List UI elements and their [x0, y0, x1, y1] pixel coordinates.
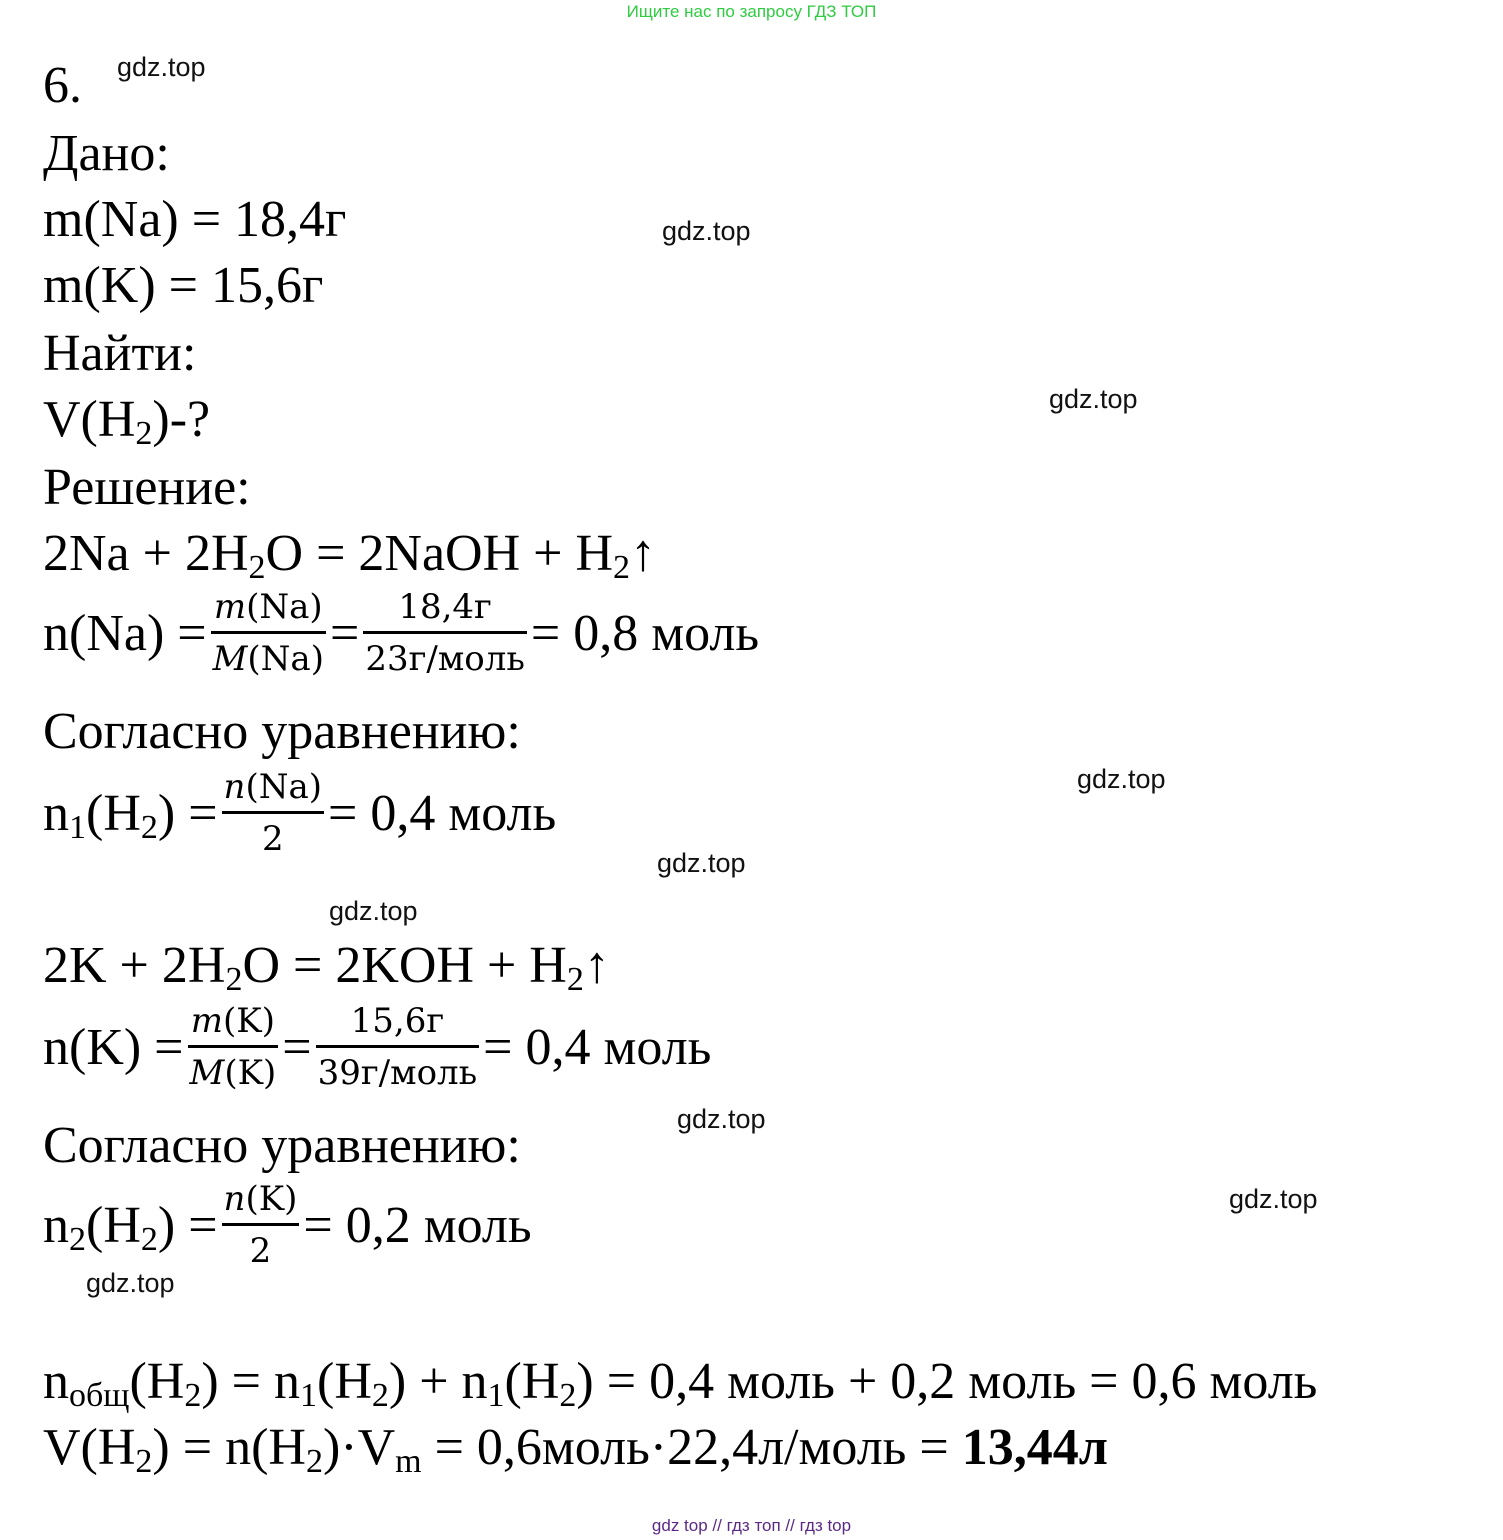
fraction-values: $\frac{18,4г}{\text{23г/моль}}$ — [365, 587, 525, 680]
find-label: Найти: — [43, 325, 197, 382]
fraction-n-over-2: $\frac{n(K)}{2}$ — [223, 1179, 298, 1272]
watermark: gdz.top — [1229, 1184, 1318, 1214]
solution-label: Решение: — [43, 459, 251, 516]
watermark: gdz.top — [117, 52, 206, 82]
top-banner: Ищите нас по запросу ГДЗ ТОП — [626, 2, 877, 21]
fraction-n-over-2: $\frac{n(Na)}{2}$ — [223, 767, 322, 860]
according-label-1: Согласно уравнению: — [43, 703, 521, 760]
formula-volume: $V(H_2) = n(H_2)\cdot V_m$ = 0,6моль·22,4л/моль = 13,44л — [43, 1419, 1108, 1480]
formula-n-na: n(Na) = $\frac{m(Na)}{M(Na)}$ = $\frac{18,4г}{\text{23г/моль}}$ = 0,8 моль — [43, 587, 760, 680]
watermark: gdz.top — [329, 896, 418, 926]
given-mass-k: m(K) = 15,6г — [43, 257, 324, 314]
reaction-potassium: $2K + 2H_2O = 2KOH$ + $H_2↑$ — [43, 937, 610, 998]
formula-n1-h2: $n_1(H_2)$ = $\frac{n(Na)}{2}$ = 0,4 моль — [43, 767, 557, 860]
final-answer: 13,44л — [961, 1419, 1108, 1476]
fraction-m-over-M: $\frac{m(Na)}{M(Na)}$ — [212, 587, 324, 680]
formula-total-moles: $n_{общ}(H_2) = n_1(H_2) + n_1(H_2) = 0,4$ моль + 0,2 моль = 0,6 моль — [43, 1353, 1318, 1414]
reaction-sodium: $2Na + 2H_2O$ = 2NaOH + $H_2↑$ — [43, 525, 657, 586]
given-label: Дано: — [43, 125, 170, 182]
according-label-2: Согласно уравнению: — [43, 1117, 521, 1174]
watermark: gdz.top — [1049, 384, 1138, 414]
footer-links: gdz top // гдз топ // гдз top — [651, 1516, 852, 1535]
task-number: 6. — [43, 57, 82, 114]
find-volume: $V(H_2)-$? — [43, 391, 211, 452]
formula-n-k: n(K) = $\frac{m(K)}{M(K)}$ = $\frac{15,6г}{\text{39г/моль}}$ = 0,4 моль — [43, 1001, 712, 1094]
fraction-values: $\frac{15,6г}{\text{39г/моль}}$ — [317, 1001, 478, 1094]
watermark: gdz.top — [1077, 764, 1166, 794]
formula-n2-h2: $n_2(H_2)$ = $\frac{n(K)}{2}$ = 0,2 моль — [43, 1179, 532, 1272]
watermark: gdz.top — [662, 216, 751, 246]
fraction-m-over-M: $\frac{m(K)}{M(K)}$ — [189, 1001, 277, 1094]
watermark: gdz.top — [657, 848, 746, 878]
watermark: gdz.top — [86, 1268, 175, 1298]
given-mass-na: m(Na) = 18,4г — [43, 191, 347, 248]
watermark: gdz.top — [677, 1104, 766, 1134]
